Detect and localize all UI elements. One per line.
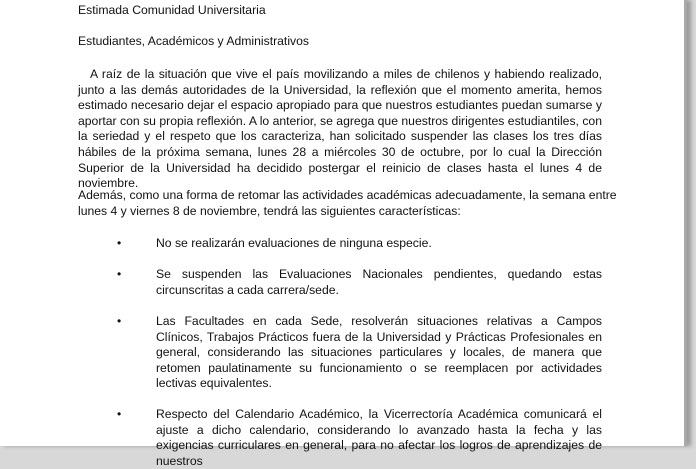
paragraph-context: A raíz de la situación que vive el país movilizando a miles de chilenos y habiendo realizado, junto a las demás autoridades de la Universidad, la reflexión que el momento amerita, hemos estimado necesario dejar el espacio apropiado para que nuestros estudiantes puedan sumarse y aportar con su propia reflexión. A lo anterior, se agrega que nuestros dirigentes estudiantiles, con la seriedad y el respeto que los caracteriza, han solicitado suspender las clases los tres días hábiles de la próxima semana, lunes 28 a miércoles 30 de octubre, por lo cual la Dirección Superior de la Universidad ha decidido postergar el reinicio de clases hasta el lunes 4 de noviembre. [78, 67, 602, 191]
paragraph-intro-line-2: lunes 4 y viernes 8 de noviembre, tendrá las siguientes características: [78, 204, 461, 218]
bullet-icon: • [117, 314, 122, 328]
bullet-icon: • [117, 407, 122, 421]
list-item-2: Se suspenden las Evaluaciones Nacionales pendientes, quedando estas circunscritas a cada carrera/sede. [156, 267, 602, 297]
list-item-1: No se realizarán evaluaciones de ninguna especie. [156, 236, 432, 250]
bullet-icon: • [117, 236, 122, 250]
paragraph-intro-line-1: Además, como una forma de retomar las actividades académicas adecuadamente, la semana entre [78, 188, 617, 202]
bullet-icon: • [117, 267, 122, 281]
list-item-3: Las Facultades en cada Sede, resolverán situaciones relativas a Campos Clínicos, Trabajos Prácticos fuera de la Universidad y Prácticas Profesionales en general, considerando las situaciones particulares y locales, de manera que retomen paulatinamente su funcionamiento o se reemplacen por actividades lectivas equivalentes. [156, 314, 602, 391]
salutation: Estimada Comunidad Universitaria [78, 3, 266, 17]
audience-line: Estudiantes, Académicos y Administrativos [78, 34, 309, 48]
list-item-4: Respecto del Calendario Académico, la Vicerrectoría Académica comunicará el ajuste a dicho calendario, considerando lo avanzado hasta la fecha y las exigencias curriculares en general, para no afectar los logros de aprendizajes de nuestros [156, 407, 602, 468]
